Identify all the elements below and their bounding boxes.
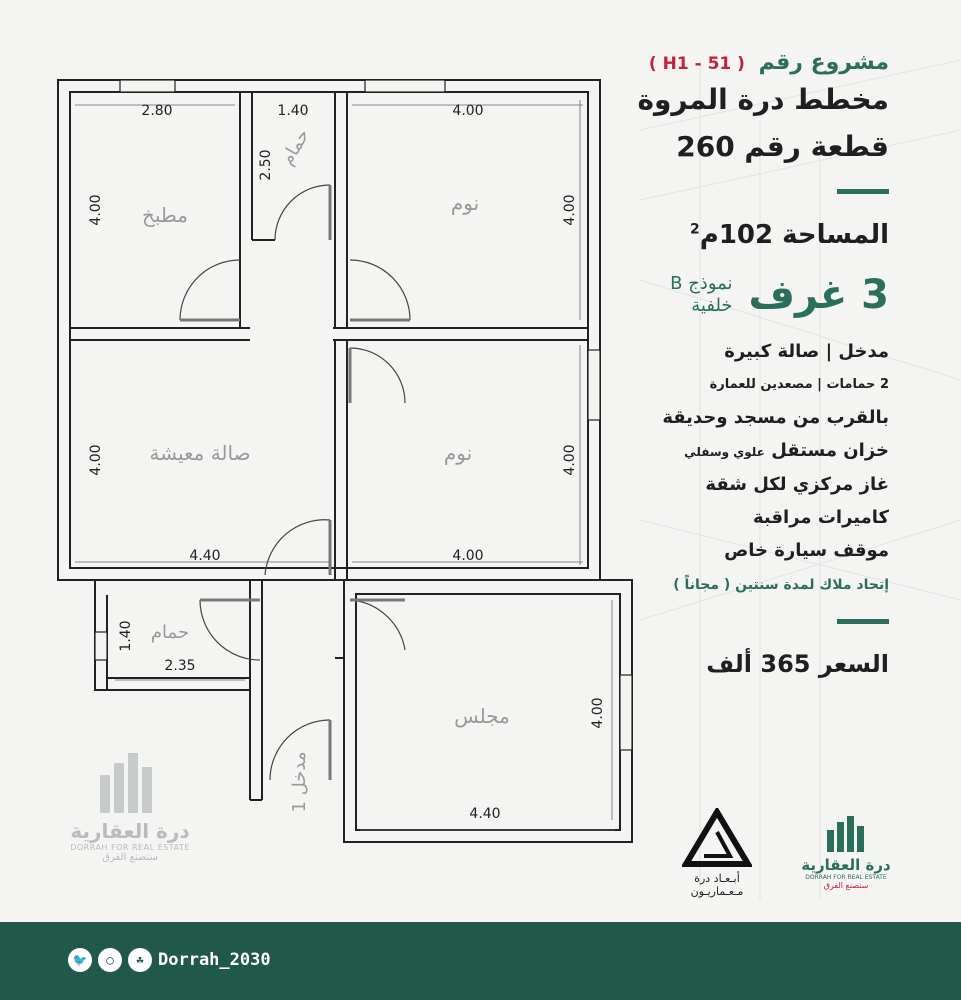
divider (837, 189, 889, 194)
divider (837, 619, 889, 624)
logo-left-en: DORRAH FOR REAL ESTATE (70, 843, 190, 852)
plot-number: قطعة رقم 260 (676, 130, 889, 163)
price: السعر 365 ألف (706, 650, 889, 678)
model-type: نموذج B (670, 273, 733, 294)
room-majlis: مجلس (454, 704, 510, 728)
room-living: صالة معيشة (149, 441, 251, 465)
room-bath-2: حمام (150, 622, 190, 643)
dim-bath1-height: 2.50 (258, 149, 274, 181)
dim-bath1-width: 1.40 (277, 103, 309, 119)
feature-cameras: كاميرات مراقبة (752, 507, 889, 528)
social-handle[interactable]: Dorrah_2030 (158, 950, 271, 970)
room-bath-1: حمام (276, 125, 314, 170)
dim-bed1-height: 4.00 (562, 194, 578, 226)
logo-right-tag: سنصنع الفرق (823, 881, 869, 890)
social-handles[interactable] (68, 948, 271, 972)
room-entrance: مدخل 1 (289, 751, 310, 813)
dim-kitchen-width: 2.80 (141, 103, 173, 119)
feature-water-tank-main: خزان مستقل (771, 440, 889, 461)
area-label: المساحة 102م (699, 220, 889, 250)
dorrah-logo-icon (821, 812, 871, 852)
logo-abaad (672, 808, 762, 898)
feature-entrance-hall: مدخل | صالة كبيرة (724, 341, 889, 362)
dim-bath2-height: 1.40 (118, 620, 134, 652)
feature-water-tank (509, 439, 889, 464)
logo-mid-line1: أبـعـاد درة (694, 872, 740, 885)
feature-baths-elevators: 2 حمامات | مصعدين للعمارة (709, 377, 889, 392)
room-kitchen: مطبخ (141, 203, 189, 227)
feature-parking: موقف سيارة خاص (724, 540, 889, 561)
logo-right-en: DORRAH FOR REAL ESTATE (805, 874, 887, 881)
triangle-logo-icon (682, 808, 752, 868)
dim-bed2-width: 4.00 (452, 548, 484, 564)
project-code: ( H1 - 51 ) (648, 54, 745, 74)
rooms-summary (509, 272, 889, 318)
dim-bath2-width: 2.35 (164, 658, 196, 674)
rooms-count: 3 غرف (748, 272, 889, 318)
info-panel (509, 50, 889, 678)
model-info (670, 273, 732, 317)
logo-mid-line2: مـعـماريـون (690, 885, 744, 898)
plan-name: مخطط درة المروة (637, 83, 889, 116)
snapchat-icon[interactable]: ☘ (128, 948, 152, 972)
dim-kitchen-height: 4.00 (88, 194, 104, 226)
model-position: خلفية (691, 295, 733, 316)
logo-left-tag: سنصنع الفرق (102, 852, 158, 863)
twitter-icon[interactable]: 🐦 (68, 948, 92, 972)
dim-living-height: 4.00 (88, 444, 104, 476)
dim-majlis-width: 4.40 (469, 806, 501, 822)
dim-majlis-height: 4.00 (590, 697, 606, 729)
feature-near-mosque: بالقرب من مسجد وحديقة (662, 407, 889, 428)
dim-living-width: 4.40 (189, 548, 221, 564)
feature-central-gas: غاز مركزي لكل شقة (705, 474, 889, 495)
area-sup: 2 (690, 221, 700, 238)
dim-bed1-width: 4.00 (452, 103, 484, 119)
logo-left-ar: درة العقارية (70, 819, 190, 843)
logo-right (796, 812, 896, 890)
room-bedroom-1: نوم (450, 191, 480, 215)
dim-bed2-height: 4.00 (562, 444, 578, 476)
owners-association: إتحاد ملاك لمدة سنتين ( مجاناً ) (673, 577, 889, 593)
project-label: مشروع رقم (758, 50, 889, 75)
logo-right-ar: درة العقارية (801, 856, 891, 874)
logo-left (60, 745, 200, 863)
instagram-icon[interactable]: ◯ (98, 948, 122, 972)
feature-water-tank-detail: علوي وسفلي (684, 445, 765, 459)
room-bedroom-2: نوم (443, 441, 473, 465)
dorrah-logo-icon (90, 745, 170, 815)
project-number (509, 50, 889, 75)
area (509, 220, 889, 250)
